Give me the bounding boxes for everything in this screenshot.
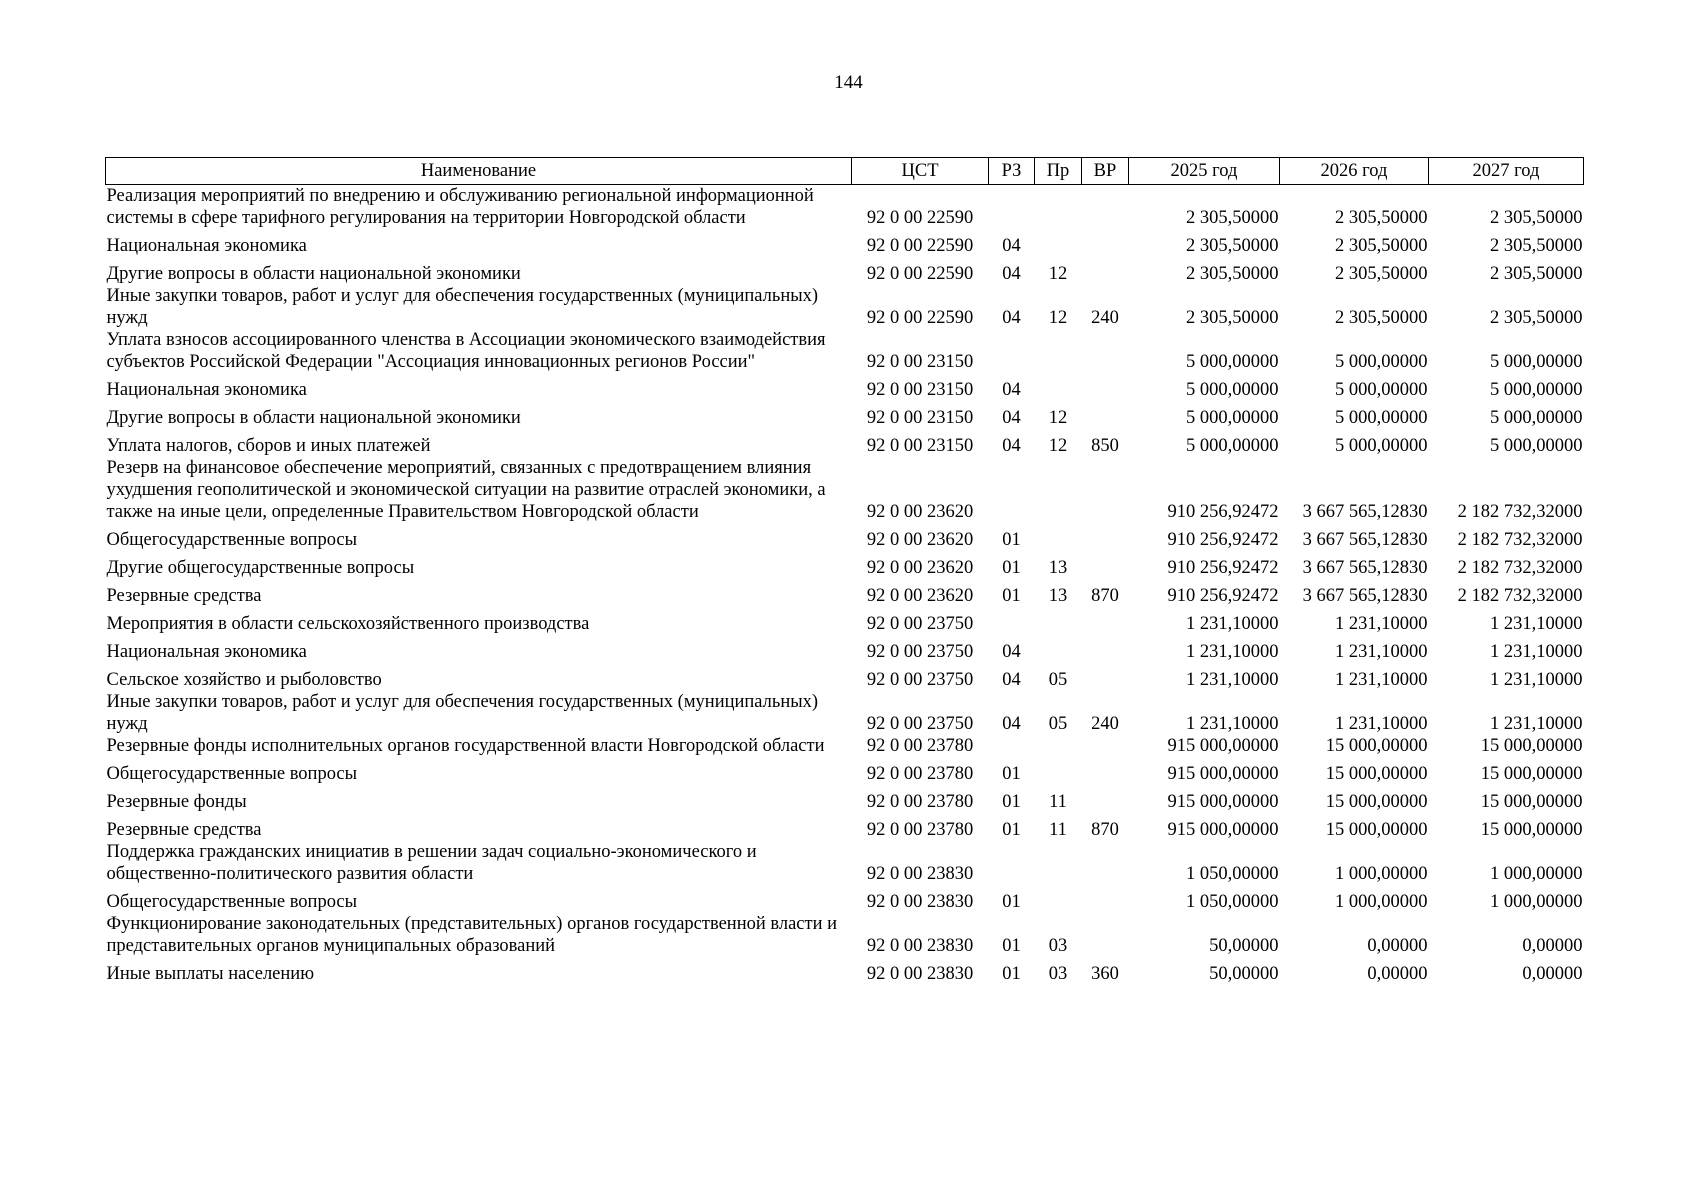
row-pr xyxy=(1035,185,1082,230)
row-2025: 1 231,10000 xyxy=(1186,670,1279,690)
row-rz: 01 xyxy=(1002,964,1021,984)
row-2027: 1 000,00000 xyxy=(1490,864,1583,884)
row-cst: 92 0 00 22590 xyxy=(866,308,974,328)
row-name: Национальная экономика xyxy=(106,642,307,662)
row-cst: 92 0 00 23750 xyxy=(866,670,974,690)
row-vr xyxy=(1082,735,1129,757)
row-2025: 50,00000 xyxy=(1209,964,1279,984)
row-rz xyxy=(989,457,1035,523)
row-cst: 92 0 00 22590 xyxy=(866,208,974,228)
table-row xyxy=(106,663,1584,691)
row-2027: 2 182 732,32000 xyxy=(1457,530,1583,550)
row-2025: 50,00000 xyxy=(1209,936,1279,956)
row-2027: 2 305,50000 xyxy=(1490,208,1583,228)
row-pr: 12 xyxy=(1048,264,1068,284)
table-row xyxy=(106,229,1584,257)
table-row xyxy=(106,401,1584,429)
row-pr xyxy=(1035,373,1082,401)
row-cst: 92 0 00 23750 xyxy=(866,642,974,662)
row-name: Другие вопросы в области национальной экономики xyxy=(106,264,521,284)
row-2026: 1 231,10000 xyxy=(1335,670,1428,690)
table-row xyxy=(106,841,1584,885)
row-pr xyxy=(1035,457,1082,523)
row-pr xyxy=(1035,635,1082,663)
table-row xyxy=(106,607,1584,635)
row-rz: 01 xyxy=(1002,586,1021,606)
table-row xyxy=(106,579,1584,607)
row-2025: 915 000,00000 xyxy=(1167,764,1279,784)
row-2025: 1 231,10000 xyxy=(1186,642,1279,662)
row-vr xyxy=(1082,457,1129,523)
row-cst: 92 0 00 23830 xyxy=(866,964,974,984)
row-2027: 2 305,50000 xyxy=(1490,264,1583,284)
row-pr: 12 xyxy=(1048,308,1068,328)
row-2027: 1 231,10000 xyxy=(1490,614,1583,634)
row-pr xyxy=(1035,735,1082,757)
row-2026: 2 305,50000 xyxy=(1335,308,1428,328)
row-2027: 1 231,10000 xyxy=(1490,642,1583,662)
row-2027: 2 305,50000 xyxy=(1490,236,1583,256)
table-row xyxy=(106,185,1584,230)
row-rz xyxy=(989,735,1035,757)
row-cst: 92 0 00 22590 xyxy=(866,236,974,256)
budget-table xyxy=(105,157,1584,985)
row-vr xyxy=(1082,257,1129,285)
row-2027: 5 000,00000 xyxy=(1490,436,1583,456)
row-cst: 92 0 00 23620 xyxy=(866,558,974,578)
row-cst: 92 0 00 23830 xyxy=(866,936,974,956)
row-name: Иные закупки товаров, работ и услуг для обеспечения государственных (муниципальных) нужд xyxy=(106,286,819,328)
row-vr xyxy=(1082,373,1129,401)
row-pr: 11 xyxy=(1049,820,1067,840)
table-row xyxy=(106,551,1584,579)
row-name: Мероприятия в области сельскохозяйственного производства xyxy=(106,614,590,634)
row-2026: 2 305,50000 xyxy=(1335,236,1428,256)
header-name: Наименование xyxy=(106,158,852,185)
row-2026: 1 231,10000 xyxy=(1335,614,1428,634)
row-rz xyxy=(989,607,1035,635)
row-2025: 1 050,00000 xyxy=(1186,864,1279,884)
row-2025: 1 050,00000 xyxy=(1186,892,1279,912)
row-rz: 01 xyxy=(1002,764,1021,784)
row-cst: 92 0 00 23620 xyxy=(866,530,974,550)
row-vr xyxy=(1082,663,1129,691)
header-2025: 2025 год xyxy=(1129,158,1280,185)
table-row xyxy=(106,735,1584,757)
table-row xyxy=(106,691,1584,735)
row-2026: 15 000,00000 xyxy=(1325,764,1428,784)
row-2026: 5 000,00000 xyxy=(1335,436,1428,456)
row-rz: 01 xyxy=(1002,820,1021,840)
row-vr: 870 xyxy=(1091,820,1119,840)
row-vr xyxy=(1082,551,1129,579)
row-2027: 2 182 732,32000 xyxy=(1457,558,1583,578)
row-vr xyxy=(1082,785,1129,813)
row-pr: 03 xyxy=(1048,964,1068,984)
row-2025: 2 305,50000 xyxy=(1186,308,1279,328)
row-2027: 5 000,00000 xyxy=(1490,352,1583,372)
row-rz xyxy=(989,185,1035,230)
row-rz: 04 xyxy=(1002,670,1021,690)
row-2027: 2 182 732,32000 xyxy=(1457,502,1583,522)
row-pr: 12 xyxy=(1048,408,1068,428)
row-vr: 240 xyxy=(1091,714,1119,734)
row-pr xyxy=(1035,229,1082,257)
row-rz: 04 xyxy=(1002,642,1021,662)
row-2026: 2 305,50000 xyxy=(1335,208,1428,228)
row-vr xyxy=(1082,885,1129,913)
row-2026: 15 000,00000 xyxy=(1325,820,1428,840)
row-2026: 15 000,00000 xyxy=(1325,792,1428,812)
row-2027: 5 000,00000 xyxy=(1490,380,1583,400)
row-2025: 5 000,00000 xyxy=(1186,436,1279,456)
row-2027: 1 000,00000 xyxy=(1490,892,1583,912)
row-cst: 92 0 00 23750 xyxy=(866,714,974,734)
header-2027: 2027 год xyxy=(1429,158,1584,185)
row-rz: 04 xyxy=(1002,236,1021,256)
row-pr: 05 xyxy=(1048,670,1068,690)
row-pr: 11 xyxy=(1049,792,1067,812)
row-rz: 01 xyxy=(1002,558,1021,578)
row-vr: 360 xyxy=(1091,964,1119,984)
header-vr: ВР xyxy=(1082,158,1129,185)
row-cst: 92 0 00 22590 xyxy=(866,264,974,284)
row-pr xyxy=(1035,607,1082,635)
table-row xyxy=(106,957,1584,985)
row-pr: 05 xyxy=(1048,714,1068,734)
row-vr xyxy=(1082,185,1129,230)
row-rz: 04 xyxy=(1002,380,1021,400)
row-name: Общегосударственные вопросы xyxy=(106,530,358,550)
row-2026: 3 667 565,12830 xyxy=(1302,502,1428,522)
row-pr xyxy=(1035,757,1082,785)
row-cst: 92 0 00 23780 xyxy=(866,792,974,812)
row-2025: 910 256,92472 xyxy=(1167,502,1279,522)
row-2025: 1 231,10000 xyxy=(1186,614,1279,634)
row-cst: 92 0 00 23780 xyxy=(866,764,974,784)
row-rz: 04 xyxy=(1002,714,1021,734)
row-pr xyxy=(1035,885,1082,913)
header-cst: ЦСТ xyxy=(852,158,989,185)
table-row xyxy=(106,285,1584,329)
row-rz: 04 xyxy=(1002,436,1021,456)
row-name: Резервные фонды xyxy=(106,792,247,812)
row-cst: 92 0 00 23750 xyxy=(866,614,974,634)
row-2026: 1 231,10000 xyxy=(1335,714,1428,734)
row-2025: 915 000,00000 xyxy=(1167,736,1279,756)
row-2026: 1 000,00000 xyxy=(1335,864,1428,884)
row-name: Другие общегосударственные вопросы xyxy=(106,558,415,578)
row-2027: 15 000,00000 xyxy=(1480,736,1583,756)
table-row xyxy=(106,885,1584,913)
row-vr xyxy=(1082,757,1129,785)
row-cst: 92 0 00 23150 xyxy=(866,436,974,456)
row-2027: 15 000,00000 xyxy=(1480,764,1583,784)
row-2025: 910 256,92472 xyxy=(1167,586,1279,606)
row-vr xyxy=(1082,841,1129,885)
row-2027: 0,00000 xyxy=(1522,936,1583,956)
row-name: Резервные средства xyxy=(106,586,262,606)
table-row xyxy=(106,257,1584,285)
row-name: Другие вопросы в области национальной экономики xyxy=(106,408,521,428)
row-rz: 04 xyxy=(1002,264,1021,284)
table-row xyxy=(106,757,1584,785)
row-rz: 04 xyxy=(1002,408,1021,428)
row-pr: 13 xyxy=(1048,586,1068,606)
row-vr xyxy=(1082,401,1129,429)
row-2026: 1 000,00000 xyxy=(1335,892,1428,912)
row-cst: 92 0 00 23150 xyxy=(866,380,974,400)
row-2026: 3 667 565,12830 xyxy=(1302,530,1428,550)
row-name: Иные закупки товаров, работ и услуг для обеспечения государственных (муниципальных) нужд xyxy=(106,692,819,734)
row-name: Резервные фонды исполнительных органов государственной власти Новгородской области xyxy=(106,736,825,756)
table-row xyxy=(106,635,1584,663)
row-2026: 1 231,10000 xyxy=(1335,642,1428,662)
row-vr: 870 xyxy=(1091,586,1119,606)
table-header xyxy=(106,158,1584,185)
row-2025: 915 000,00000 xyxy=(1167,820,1279,840)
row-rz: 01 xyxy=(1002,892,1021,912)
row-vr xyxy=(1082,607,1129,635)
row-name: Сельское хозяйство и рыболовство xyxy=(106,670,382,690)
row-name: Иные выплаты населению xyxy=(106,964,315,984)
row-2025: 5 000,00000 xyxy=(1186,380,1279,400)
row-2027: 2 305,50000 xyxy=(1490,308,1583,328)
row-name: Резерв на финансовое обеспечение мероприятий, связанных с предотвращением влияния ухудшения геополитической и экономической ситуации на развитие отраслей экономики, а также на иные цели, определенные Правительством Новгородской области xyxy=(106,458,826,522)
table-row xyxy=(106,457,1584,523)
header-pr: Пр xyxy=(1035,158,1082,185)
row-cst: 92 0 00 23780 xyxy=(866,736,974,756)
row-2026: 2 305,50000 xyxy=(1335,264,1428,284)
row-2026: 0,00000 xyxy=(1367,964,1428,984)
row-cst: 92 0 00 23620 xyxy=(866,586,974,606)
row-2027: 1 231,10000 xyxy=(1490,714,1583,734)
page-number: 144 xyxy=(834,72,863,93)
row-cst: 92 0 00 23780 xyxy=(866,820,974,840)
row-pr: 03 xyxy=(1048,936,1068,956)
row-vr xyxy=(1082,229,1129,257)
row-2027: 2 182 732,32000 xyxy=(1457,586,1583,606)
row-vr xyxy=(1082,329,1129,373)
row-name: Реализация мероприятий по внедрению и обслуживанию региональной информационной системы в сфере тарифного регулирования на территории Новгородской области xyxy=(106,186,814,228)
row-name: Уплата налогов, сборов и иных платежей xyxy=(106,436,431,456)
table-row xyxy=(106,813,1584,841)
row-2025: 2 305,50000 xyxy=(1186,264,1279,284)
row-name: Национальная экономика xyxy=(106,380,307,400)
row-2025: 910 256,92472 xyxy=(1167,558,1279,578)
row-2026: 5 000,00000 xyxy=(1335,352,1428,372)
row-rz xyxy=(989,841,1035,885)
row-vr xyxy=(1082,523,1129,551)
row-vr xyxy=(1082,913,1129,957)
row-pr xyxy=(1035,841,1082,885)
table-row xyxy=(106,523,1584,551)
row-2026: 0,00000 xyxy=(1367,936,1428,956)
row-2026: 5 000,00000 xyxy=(1335,408,1428,428)
row-2025: 5 000,00000 xyxy=(1186,408,1279,428)
table-row xyxy=(106,913,1584,957)
header-2026: 2026 год xyxy=(1280,158,1429,185)
row-pr: 12 xyxy=(1048,436,1068,456)
header-rz: РЗ xyxy=(989,158,1035,185)
table-row xyxy=(106,785,1584,813)
row-name: Уплата взносов ассоциированного членства в Ассоциации экономического взаимодействия субъектов Российской Федерации "Ассоциация инновационных регионов России" xyxy=(106,330,826,372)
row-rz: 04 xyxy=(1002,308,1021,328)
row-2025: 2 305,50000 xyxy=(1186,236,1279,256)
row-pr xyxy=(1035,523,1082,551)
row-cst: 92 0 00 23830 xyxy=(866,864,974,884)
table-body xyxy=(106,185,1584,986)
row-name: Общегосударственные вопросы xyxy=(106,764,358,784)
table-row xyxy=(106,329,1584,373)
table-row xyxy=(106,373,1584,401)
row-2027: 1 231,10000 xyxy=(1490,670,1583,690)
row-2025: 910 256,92472 xyxy=(1167,530,1279,550)
row-name: Резервные средства xyxy=(106,820,262,840)
row-name: Поддержка гражданских инициатив в решении задач социально-экономического и общественно-политического развития области xyxy=(106,842,757,884)
row-rz xyxy=(989,329,1035,373)
row-2026: 15 000,00000 xyxy=(1325,736,1428,756)
row-2026: 3 667 565,12830 xyxy=(1302,558,1428,578)
row-vr: 240 xyxy=(1091,308,1119,328)
row-rz: 01 xyxy=(1002,792,1021,812)
row-2027: 15 000,00000 xyxy=(1480,820,1583,840)
row-pr: 13 xyxy=(1048,558,1068,578)
row-pr xyxy=(1035,329,1082,373)
row-2026: 5 000,00000 xyxy=(1335,380,1428,400)
row-2025: 915 000,00000 xyxy=(1167,792,1279,812)
row-cst: 92 0 00 23620 xyxy=(866,502,974,522)
row-rz: 01 xyxy=(1002,530,1021,550)
row-vr: 850 xyxy=(1091,436,1119,456)
table-row xyxy=(106,429,1584,457)
row-cst: 92 0 00 23830 xyxy=(866,892,974,912)
row-2025: 2 305,50000 xyxy=(1186,208,1279,228)
row-rz: 01 xyxy=(1002,936,1021,956)
row-2026: 3 667 565,12830 xyxy=(1302,586,1428,606)
row-2025: 1 231,10000 xyxy=(1186,714,1279,734)
row-name: Национальная экономика xyxy=(106,236,307,256)
row-2027: 5 000,00000 xyxy=(1490,408,1583,428)
row-cst: 92 0 00 23150 xyxy=(866,408,974,428)
row-2025: 5 000,00000 xyxy=(1186,352,1279,372)
row-vr xyxy=(1082,635,1129,663)
row-name: Функционирование законодательных (представительных) органов государственной власти и представительных органов муниципальных образований xyxy=(106,914,838,956)
row-name: Общегосударственные вопросы xyxy=(106,892,358,912)
row-2027: 0,00000 xyxy=(1522,964,1583,984)
row-2027: 15 000,00000 xyxy=(1480,792,1583,812)
row-cst: 92 0 00 23150 xyxy=(866,352,974,372)
